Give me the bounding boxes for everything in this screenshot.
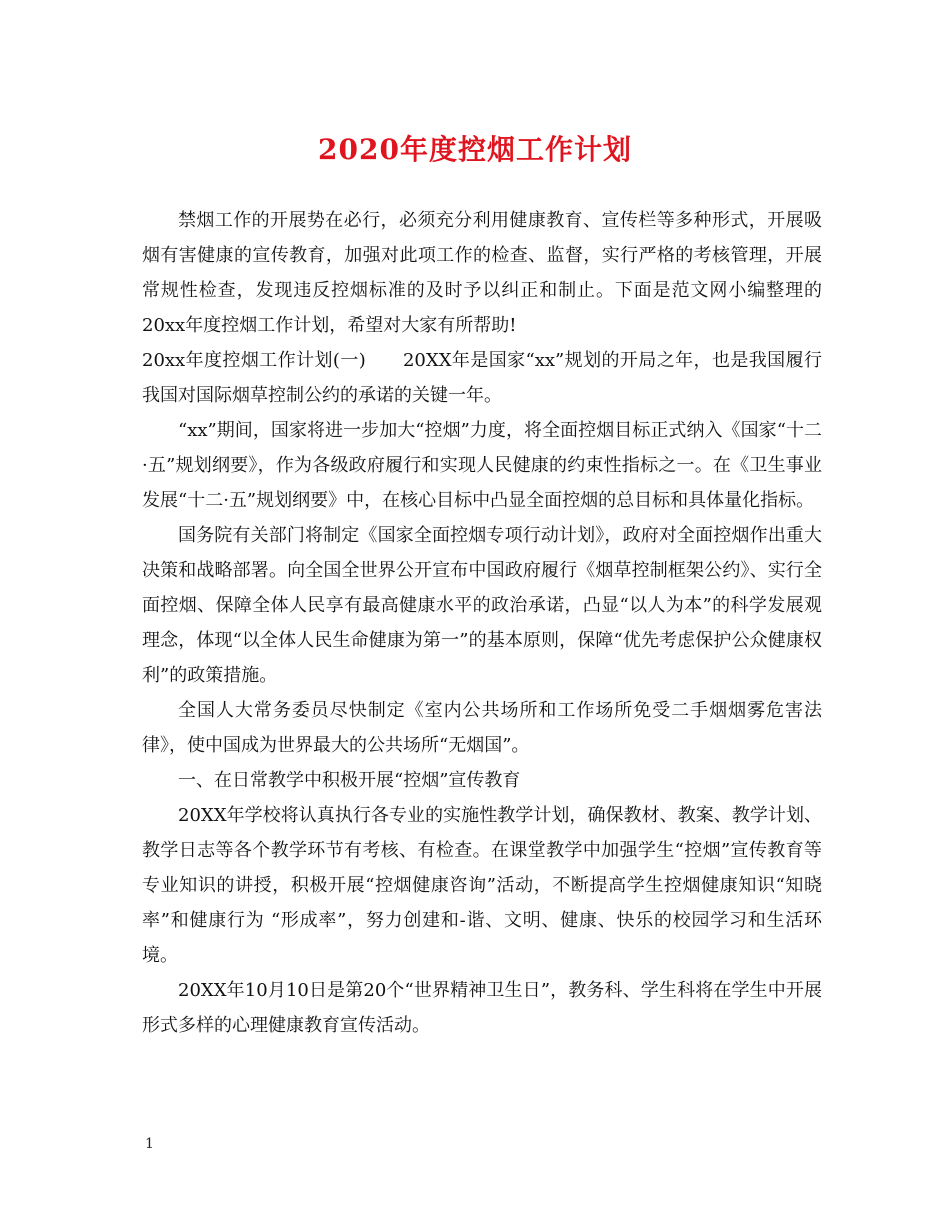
- page-number: 1: [145, 1136, 154, 1152]
- document-body: [142, 203, 822, 1043]
- paragraph-npc: 全国人大常务委员尽快制定《室内公共场所和工作场所免受二手烟烟雾危害法律》，使中国成为世界最大的公共场所“无烟国”。: [142, 700, 822, 756]
- document-title: 2020年度控烟工作计划: [318, 133, 632, 166]
- paragraph-school-plan: 20XX年学校将认真执行各专业的实施性教学计划，确保教材、教案、教学计划、教学日志等各个教学环节有考核、有检查。在课堂教学中加强学生“控烟”宣传教育等专业知识的讲授，积极开展“控烟健康咨询”活动，不断提高学生控烟健康知识“知晓率”和健康行为 “形成率”，努力创建和-谐、文明、健康、快乐的校园学习和生活环境。: [142, 805, 822, 966]
- section-heading-one: 一、在日常教学中积极开展“控烟”宣传教育: [178, 770, 521, 791]
- paragraph-intro: 禁烟工作的开展势在必行，必须充分利用健康教育、宣传栏等多种形式，开展吸烟有害健康的宣传教育，加强对此项工作的检查、监督，实行严格的考核管理，开展常规性检查，发现违反控烟标准的及时予以纠正和制止。下面是范文网小编整理的20xx年度控烟工作计划，希望对大家有所帮助!: [142, 210, 822, 336]
- paragraph-mental-health-day: 20XX年10月10日是第20个“世界精神卫生日”，教务科、学生科将在学生中开展形式多样的心理健康教育宣传活动。: [142, 980, 822, 1036]
- paragraph-plan-one: 20xx年度控烟工作计划(一) 20XX年是国家“xx”规划的开局之年，也是我国履行我国对国际烟草控制公约的承诺的关键一年。: [142, 350, 822, 406]
- paragraph-national-policy: “xx”期间，国家将进一步加大“控烟”力度，将全面控烟目标正式纳入《国家“十二·五”规划纲要》，作为各级政府履行和实现人民健康的约束性指标之一。在《卫生事业发展“十二·五”规划纲要》中，在核心目标中凸显全面控烟的总目标和具体量化指标。: [142, 420, 822, 511]
- paragraph-state-council: 国务院有关部门将制定《国家全面控烟专项行动计划》，政府对全面控烟作出重大决策和战略部署。向全国全世界公开宣布中国政府履行《烟草控制框架公约》、实行全面控烟、保障全体人民享有最高健康水平的政治承诺，凸显“以人为本”的科学发展观理念，体现“以全体人民生命健康为第一”的基本原则，保障“优先考虑保护公众健康权利”的政策措施。: [142, 525, 822, 686]
